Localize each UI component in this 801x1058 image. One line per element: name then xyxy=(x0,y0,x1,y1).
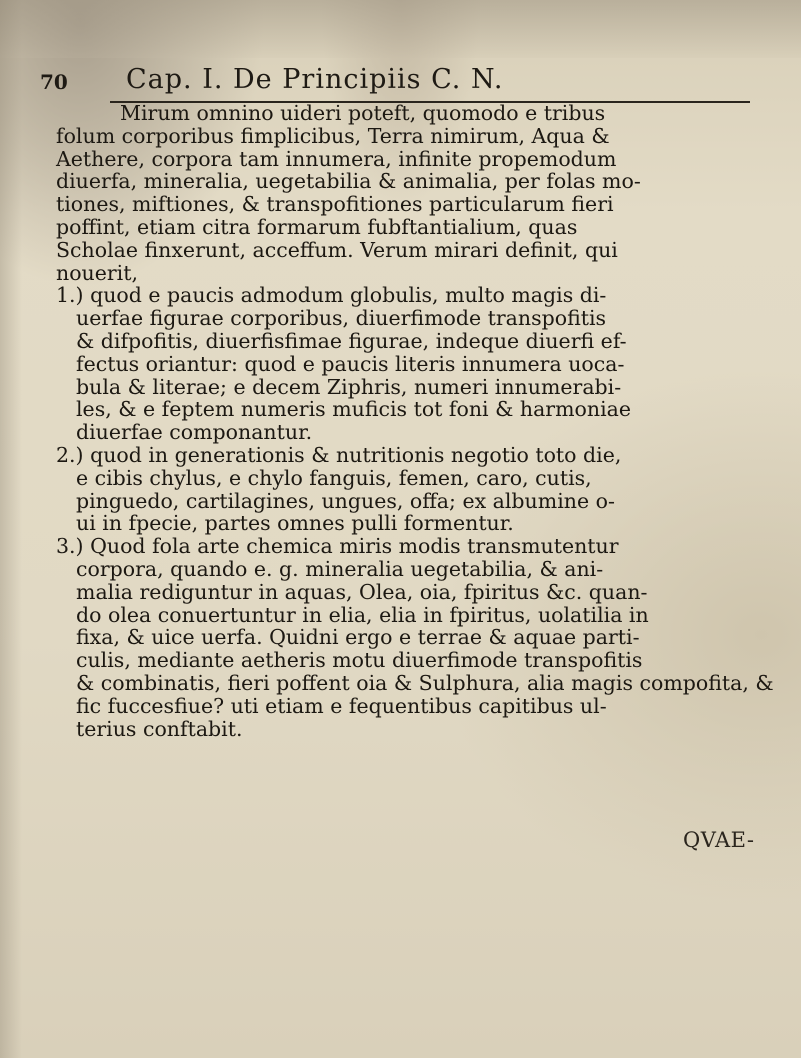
text-line: corpora, quando e. g. mineralia uegetabilia, & ani- xyxy=(76,556,604,581)
text-line: & difpofitis, diuerfisfimae figurae, indeque diuerfi ef- xyxy=(76,328,627,353)
text-line: folum corporibus fimplicibus, Terra nimirum, Aqua & xyxy=(56,123,610,148)
text-line: Mirum omnino uideri poteft, quomodo e tribus xyxy=(120,101,606,125)
text-line: uerfae figurae corporibus, diuerfimode transpofitis xyxy=(76,306,607,331)
text-line: e cibis chylus, e chylo fanguis, femen, caro, cutis, xyxy=(76,465,592,490)
text-line: fixa, & uice uerfa. Quidni ergo e terrae & aquae parti- xyxy=(76,625,640,650)
text-line: terius conftabit. xyxy=(76,716,243,741)
text-line: do olea conuertuntur in elia, elia in fpiritus, uolatilia in xyxy=(76,602,649,627)
running-head: Cap. I. De Principiis C. N. xyxy=(126,64,504,95)
text-line: diuerfa, mineralia, uegetabilia & animalia, per folas mo- xyxy=(56,169,641,194)
text-line: pinguedo, cartilagines, ungues, offa; ex albumine o- xyxy=(76,488,615,513)
text-line: nouerit, xyxy=(56,260,138,285)
text-line: 2.) quod in generationis & nutritionis negotio toto die, xyxy=(56,442,622,467)
text-line: diuerfae componantur. xyxy=(76,420,313,445)
text-line: tiones, miftiones, & transpofitiones particularum fieri xyxy=(56,192,614,217)
text-line: culis, mediante aetheris motu diuerfimode transpofitis xyxy=(76,648,643,673)
body-text xyxy=(56,102,776,740)
text-line: 3.) Quod fola arte chemica miris modis transmutentur xyxy=(56,534,619,559)
text-line: & combinatis, fieri poffent oia & Sulphura, alia magis compofita, & xyxy=(76,670,774,695)
catchword: QVAE- xyxy=(683,828,755,852)
text-line: poffint, etiam citra formarum fubftantialium, quas xyxy=(56,214,578,239)
text-line: Scholae finxerunt, acceffum. Verum mirari definit, qui xyxy=(56,237,618,262)
page-edge-shadow xyxy=(0,0,801,58)
text-line: malia rediguntur in aquas, Olea, oia, fpiritus &c. quan- xyxy=(76,579,648,604)
page-header xyxy=(40,64,760,98)
text-line: ui in fpecie, partes omnes pulli formentur. xyxy=(76,511,514,536)
page-number: 70 xyxy=(40,70,68,94)
text-line: fectus oriantur: quod e paucis literis innumera uoca- xyxy=(76,351,625,376)
text-line: fic fuccesfiue? uti etiam e fequentibus capitibus ul- xyxy=(76,693,607,718)
text-line: 1.) quod e paucis admodum globulis, multo magis di- xyxy=(56,283,607,308)
gutter-shadow xyxy=(0,0,22,1058)
text-line: bula & literae; e decem Ziphris, numeri innumerabi- xyxy=(76,374,622,399)
text-line: les, & e feptem numeris muficis tot foni & harmoniae xyxy=(76,397,632,422)
text-line: Aethere, corpora tam innumera, infinite propemodum xyxy=(56,146,617,171)
